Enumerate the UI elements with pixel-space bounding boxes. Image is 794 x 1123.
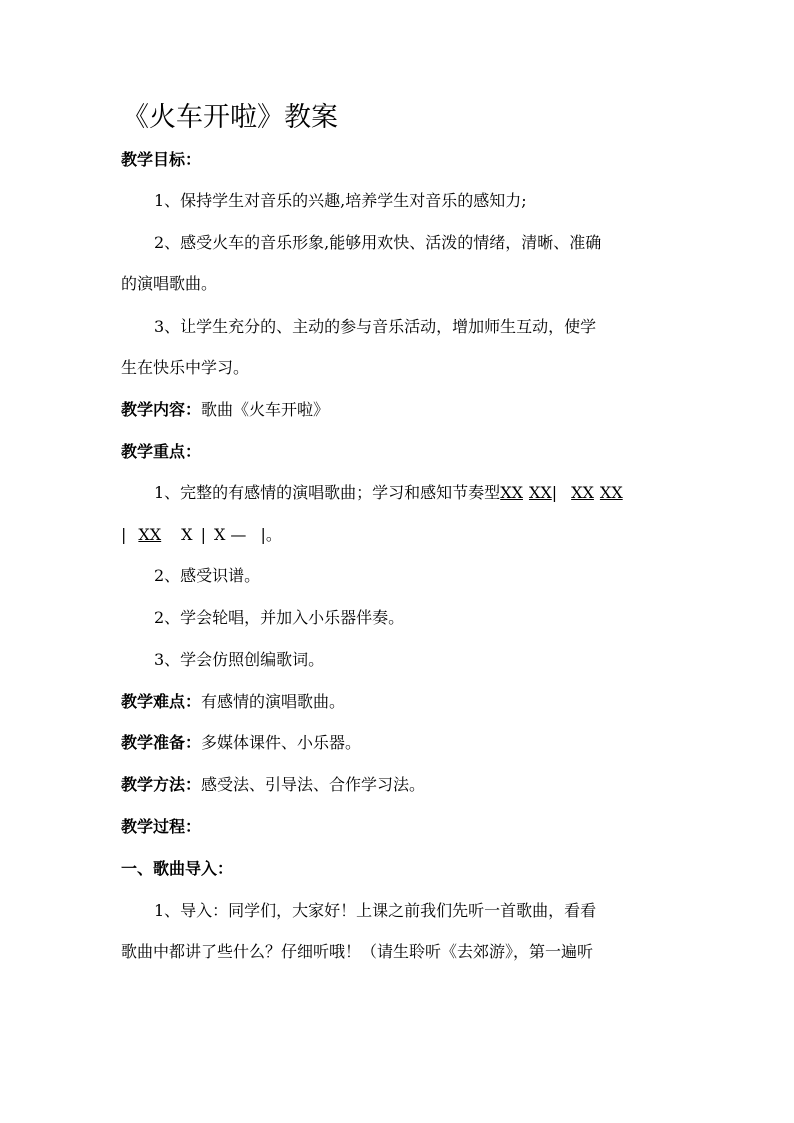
objective-1: 1、保持学生对音乐的兴趣,培养学生对音乐的感知力; xyxy=(154,191,527,210)
difficulty-row xyxy=(121,690,345,714)
content-row xyxy=(121,398,329,422)
preparation-row xyxy=(121,731,361,755)
key-point-2: 2、感受识谱。 xyxy=(154,566,261,585)
rhythm-note: X xyxy=(181,525,193,544)
key-points-heading: 教学重点： xyxy=(121,442,202,461)
rhythm-note: XX xyxy=(500,483,523,502)
rhythm-note: XX xyxy=(138,525,162,544)
preparation-label: 教学准备： xyxy=(121,733,202,752)
content-value: 歌曲《火车开啦》 xyxy=(201,400,330,419)
objective-3-line-1: 3、让学生充分的、主动的参与音乐活动，增加师生互动，使学 xyxy=(154,317,597,336)
section-1-heading: 一、歌曲导入： xyxy=(121,859,234,878)
process-heading: 教学过程： xyxy=(121,817,202,836)
rhythm-barline: | xyxy=(121,525,127,544)
rhythm-note: X — xyxy=(213,525,247,544)
rhythm-barline: | xyxy=(200,525,206,544)
method-label: 教学方法： xyxy=(121,775,202,794)
objective-2-line-2: 的演唱歌曲。 xyxy=(121,274,218,293)
key-point-3: 2、学会轮唱，并加入小乐器伴奏。 xyxy=(154,608,405,627)
rhythm-note: XX xyxy=(528,483,552,502)
preparation-value: 多媒体课件、小乐器。 xyxy=(201,733,362,752)
objective-3-line-2: 生在快乐中学习。 xyxy=(121,358,250,377)
content-label: 教学内容： xyxy=(121,400,202,419)
intro-line-2: 歌曲中都讲了些什么？仔细听哦！（请生聆听《去郊游》，第一遍听 xyxy=(121,942,594,961)
rhythm-note: XX xyxy=(571,483,594,502)
difficulty-value: 有感情的演唱歌曲。 xyxy=(201,692,346,711)
page-title: 《火车开啦》教案 xyxy=(122,102,338,133)
key-point-1-line-2 xyxy=(121,523,282,547)
key-point-4: 3、学会仿照创编歌词。 xyxy=(154,650,325,669)
key-point-1-line-1 xyxy=(154,481,623,505)
rhythm-note: XX xyxy=(599,483,623,502)
intro-line-1: 1、导入：同学们，大家好！上课之前我们先听一首歌曲，看看 xyxy=(154,901,597,920)
objective-2-line-1: 2、感受火车的音乐形象,能够用欢快、活泼的情绪，清晰、准确 xyxy=(154,233,602,252)
method-value: 感受法、引导法、合作学习法。 xyxy=(201,775,426,794)
objectives-heading: 教学目标： xyxy=(121,150,202,169)
method-row xyxy=(121,773,425,797)
key-point-1-text: 1、完整的有感情的演唱歌曲；学习和感知节奏型 xyxy=(154,483,501,502)
rhythm-end: |。 xyxy=(260,525,282,544)
rhythm-barline: | xyxy=(551,483,558,502)
difficulty-label: 教学难点： xyxy=(121,692,202,711)
